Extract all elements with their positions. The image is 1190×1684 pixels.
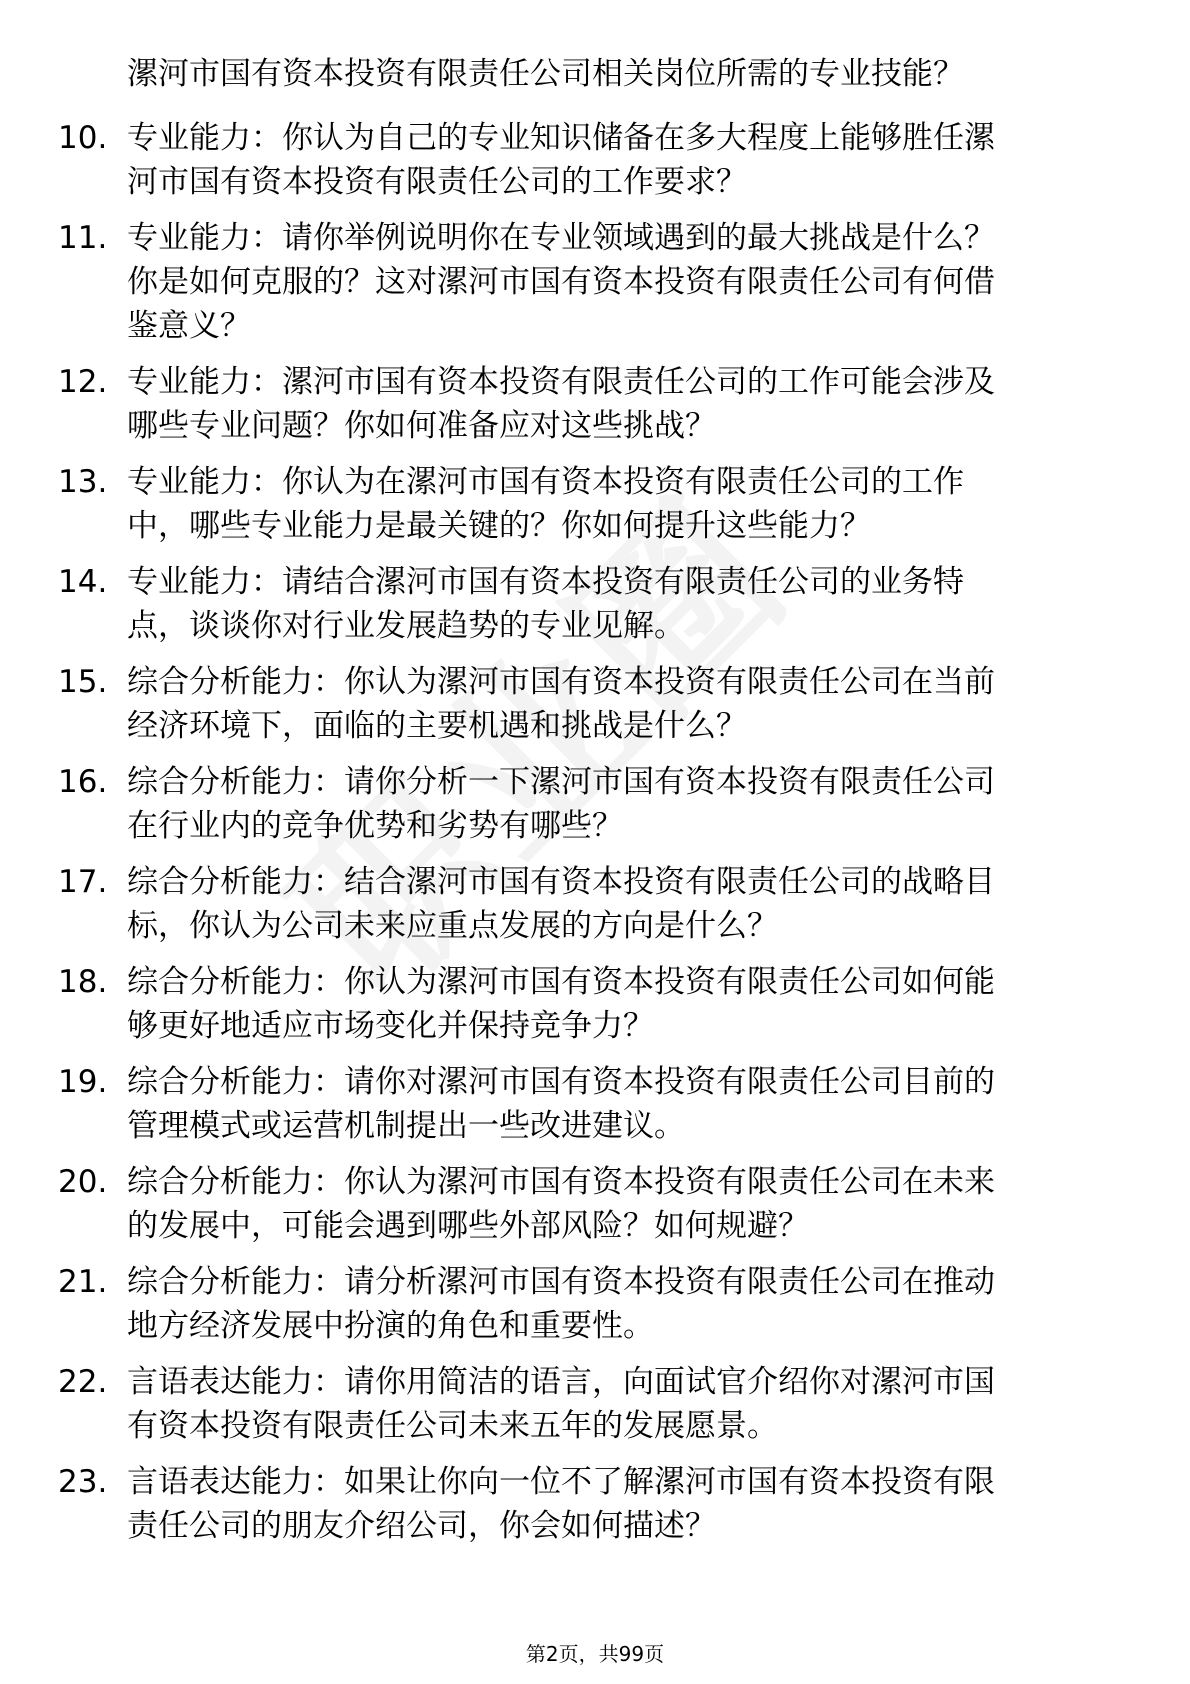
question-text: 言语表达能力：请你用简洁的语言，向面试官介绍你对漯河市国 有资本投资有限责任公司未来五年的发展愿景。: [127, 1364, 995, 1444]
question-number: 21.: [58, 1264, 108, 1300]
question-item: [0, 860, 1190, 948]
question-item: [0, 660, 1190, 748]
page-footer: 第2页，共99页: [525, 1642, 665, 1666]
question-text: 专业能力：你认为在漯河市国有资本投资有限责任公司的工作 中，哪些专业能力是最关键的？你如何提升这些能力？: [127, 464, 964, 544]
question-item: [0, 1160, 1190, 1248]
question-number: 22.: [58, 1364, 108, 1400]
question-text: 综合分析能力：你认为漯河市国有资本投资有限责任公司如何能 够更好地适应市场变化并保持竞争力？: [127, 964, 995, 1044]
question-number: 11.: [58, 220, 108, 256]
question-text: 专业能力：请你举例说明你在专业领域遇到的最大挑战是什么？ 你是如何克服的？这对漯河市国有资本投资有限责任公司有何借 鉴意义？: [127, 220, 995, 344]
question-number: 16.: [58, 764, 108, 800]
question-text: 综合分析能力：请你分析一下漯河市国有资本投资有限责任公司 在行业内的竞争优势和劣势有哪些？: [127, 764, 995, 844]
question-number: 14.: [58, 564, 108, 600]
continuation-line: 漯河市国有资本投资有限责任公司相关岗位所需的专业技能？: [127, 56, 964, 92]
question-item: [0, 360, 1190, 448]
question-number: 19.: [58, 1064, 108, 1100]
question-item: [0, 460, 1190, 548]
question-text: 综合分析能力：你认为漯河市国有资本投资有限责任公司在未来 的发展中，可能会遇到哪些外部风险？如何规避？: [127, 1164, 995, 1244]
question-number: 20.: [58, 1164, 108, 1200]
question-item: [0, 1260, 1190, 1348]
question-number: 10.: [58, 120, 108, 156]
question-list: [0, 116, 1190, 1560]
question-item: [0, 1360, 1190, 1448]
question-text: 专业能力：你认为自己的专业知识储备在多大程度上能够胜任漯 河市国有资本投资有限责任公司的工作要求？: [127, 120, 995, 200]
question-number: 18.: [58, 964, 108, 1000]
question-text: 综合分析能力：结合漯河市国有资本投资有限责任公司的战略目 标，你认为公司未来应重点发展的方向是什么？: [127, 864, 995, 944]
question-number: 15.: [58, 664, 108, 700]
question-item: [0, 1460, 1190, 1548]
question-text: 专业能力：请结合漯河市国有资本投资有限责任公司的业务特 点，谈谈你对行业发展趋势的专业见解。: [127, 564, 964, 644]
question-item: [0, 760, 1190, 848]
question-item: [0, 560, 1190, 648]
question-item: [0, 216, 1190, 348]
question-text: 言语表达能力：如果让你向一位不了解漯河市国有资本投资有限 责任公司的朋友介绍公司，你会如何描述？: [127, 1464, 995, 1544]
question-item: [0, 960, 1190, 1048]
question-text: 综合分析能力：请你对漯河市国有资本投资有限责任公司目前的 管理模式或运营机制提出一些改进建议。: [127, 1064, 995, 1144]
question-item: [0, 1060, 1190, 1148]
question-number: 17.: [58, 864, 108, 900]
question-number: 12.: [58, 364, 108, 400]
question-text: 专业能力：漯河市国有资本投资有限责任公司的工作可能会涉及 哪些专业问题？你如何准备应对这些挑战？: [127, 364, 995, 444]
question-text: 综合分析能力：请分析漯河市国有资本投资有限责任公司在推动 地方经济发展中扮演的角色和重要性。: [127, 1264, 995, 1344]
question-item: [0, 116, 1190, 204]
question-number: 23.: [58, 1464, 108, 1500]
question-number: 13.: [58, 464, 108, 500]
question-text: 综合分析能力：你认为漯河市国有资本投资有限责任公司在当前 经济环境下，面临的主要机遇和挑战是什么？: [127, 664, 995, 744]
